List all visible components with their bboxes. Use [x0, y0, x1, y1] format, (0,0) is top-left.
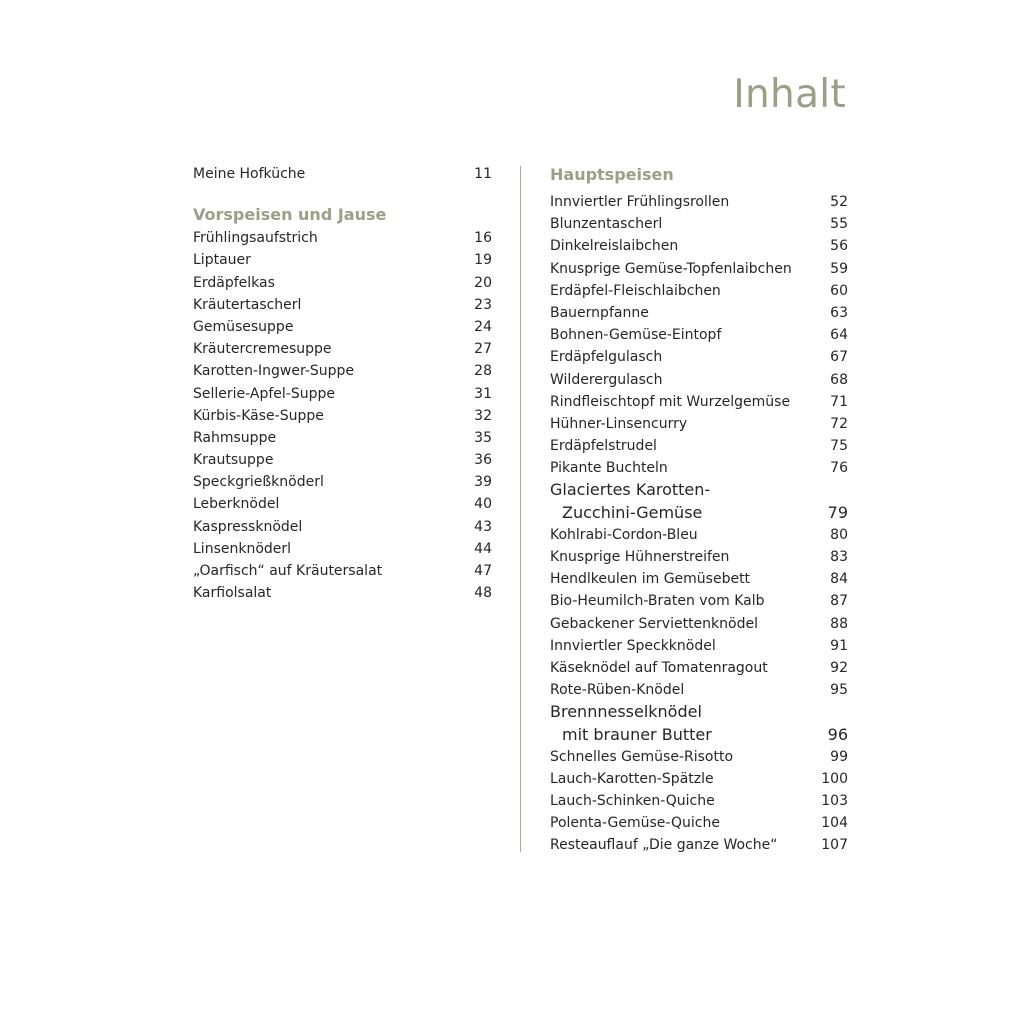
toc-entry-page: 19 — [474, 252, 492, 269]
toc-entry-label: Glaciertes Karotten- — [550, 480, 711, 500]
toc-entry-page: 87 — [830, 593, 848, 610]
toc-entry-page: 28 — [474, 363, 492, 380]
toc-entry[interactable] — [193, 516, 492, 538]
toc-entry-intro[interactable] — [193, 163, 492, 185]
toc-entry-page: 96 — [827, 724, 848, 744]
toc-list-vorspeisen — [193, 227, 492, 604]
toc-entry[interactable] — [193, 272, 492, 294]
toc-entry[interactable] — [550, 479, 848, 523]
toc-entry[interactable] — [550, 235, 848, 257]
toc-entry-label: Sellerie-Apfel-Suppe — [193, 385, 335, 402]
toc-entry[interactable] — [550, 701, 848, 745]
toc-entry[interactable] — [550, 568, 848, 590]
toc-entry-label-continued: Zucchini-Gemüse — [562, 502, 703, 522]
toc-entry[interactable] — [550, 457, 848, 479]
toc-entry[interactable] — [550, 369, 848, 391]
toc-entry[interactable] — [550, 435, 848, 457]
toc-entry[interactable] — [193, 449, 492, 471]
toc-entry-label: Hühner-Linsencurry — [550, 415, 688, 432]
toc-entry-label: Kürbis-Käse-Suppe — [193, 407, 324, 424]
toc-entry[interactable] — [550, 746, 848, 768]
toc-entry-page: 47 — [474, 563, 492, 579]
toc-entry[interactable] — [193, 316, 492, 338]
toc-entry[interactable] — [550, 346, 848, 368]
column-divider — [520, 166, 521, 852]
toc-entry-label: Erdäpfelgulasch — [550, 349, 663, 366]
section-heading-vorspeisen: Vorspeisen und Jause — [193, 205, 387, 225]
toc-entry-page: 107 — [821, 837, 848, 854]
toc-entry-label: Wilderergulasch — [550, 371, 663, 388]
toc-entry-page: 76 — [830, 460, 848, 477]
toc-entry-label: Bohnen-Gemüse-Eintopf — [550, 327, 722, 344]
toc-entry-label: Meine Hofküche — [193, 166, 306, 182]
toc-entry-label: Lauch-Karotten-Spätzle — [550, 770, 714, 787]
toc-entry-page: 32 — [474, 407, 492, 424]
toc-entry[interactable] — [193, 560, 492, 582]
toc-entry-label: Resteauflauf „Die ganze Woche“ — [550, 837, 778, 854]
toc-entry-page: 24 — [474, 318, 492, 335]
toc-entry-page: 59 — [830, 260, 848, 277]
toc-entry[interactable] — [550, 590, 848, 612]
toc-entry[interactable] — [193, 493, 492, 515]
toc-entry-page: 44 — [474, 540, 492, 557]
toc-entry-label: Bauernpfanne — [550, 304, 649, 321]
toc-entry-label: Erdäpfelkas — [193, 274, 275, 291]
toc-entry-label: Bio-Heumilch-Braten vom Kalb — [550, 593, 765, 610]
toc-entry[interactable] — [550, 546, 848, 568]
toc-entry-label: Karotten-Ingwer-Suppe — [193, 363, 355, 380]
toc-entry-page: 11 — [474, 166, 492, 182]
toc-entry-page: 20 — [474, 274, 492, 291]
toc-entry-page: 88 — [830, 615, 848, 632]
toc-entry[interactable] — [550, 613, 848, 635]
toc-entry[interactable] — [193, 360, 492, 382]
toc-entry[interactable] — [550, 834, 848, 856]
toc-entry-page: 67 — [830, 349, 848, 366]
toc-entry[interactable] — [550, 213, 848, 235]
toc-entry-label: Karfiolsalat — [193, 585, 272, 602]
toc-entry[interactable] — [550, 391, 848, 413]
toc-entry-page: 103 — [821, 793, 848, 810]
toc-entry-label: Rahmsuppe — [193, 429, 277, 446]
toc-entry[interactable] — [550, 324, 848, 346]
toc-entry-continuation — [550, 502, 848, 524]
toc-list-hauptspeisen — [550, 191, 848, 857]
toc-entry[interactable] — [550, 524, 848, 546]
toc-entry-label: Pikante Buchteln — [550, 460, 668, 477]
toc-entry-page: 64 — [830, 327, 848, 344]
toc-entry[interactable] — [550, 812, 848, 834]
toc-entry-label: Leberknödel — [193, 496, 280, 513]
toc-entry[interactable] — [193, 227, 492, 249]
toc-entry[interactable] — [193, 405, 492, 427]
toc-entry-label: Kräutercremesuppe — [193, 341, 332, 358]
toc-entry[interactable] — [550, 258, 848, 280]
toc-entry[interactable] — [193, 427, 492, 449]
toc-entry[interactable] — [193, 338, 492, 360]
toc-entry-page: 27 — [474, 341, 492, 358]
toc-entry-label: Rote-Rüben-Knödel — [550, 682, 685, 699]
toc-entry-label: Brennnesselknödel — [550, 702, 702, 722]
toc-entry-page: 48 — [474, 585, 492, 602]
toc-entry-page: 80 — [830, 526, 848, 543]
toc-entry[interactable] — [193, 383, 492, 405]
toc-entry-page: 23 — [474, 296, 492, 313]
toc-entry[interactable] — [550, 768, 848, 790]
toc-entry-page: 39 — [474, 474, 492, 491]
toc-entry-page: 79 — [827, 502, 848, 522]
toc-entry-label: Kohlrabi-Cordon-Bleu — [550, 526, 698, 543]
toc-entry-page: 75 — [830, 438, 848, 455]
toc-entry[interactable] — [550, 191, 848, 213]
toc-entry-label: Kräutertascherl — [193, 296, 302, 313]
toc-entry[interactable] — [550, 302, 848, 324]
toc-entry-page: 100 — [821, 770, 848, 787]
toc-entry-page: 16 — [474, 230, 492, 247]
toc-entry-label: Innviertler Speckknödel — [550, 637, 716, 654]
toc-entry-label: Käseknödel auf Tomatenragout — [550, 659, 768, 676]
toc-entry-page: 84 — [830, 571, 848, 588]
toc-entry-label: Hendlkeulen im Gemüsebett — [550, 571, 751, 588]
toc-entry-page: 83 — [830, 549, 848, 566]
toc-entry-page: 31 — [474, 385, 492, 402]
toc-entry-label: Krautsuppe — [193, 452, 274, 469]
toc-entry-label: Kaspressknödel — [193, 518, 303, 535]
toc-entry-label: Rindfleischtopf mit Wurzelgemüse — [550, 393, 791, 410]
toc-entry-label: Linsenknöderl — [193, 540, 292, 557]
toc-entry[interactable] — [550, 280, 848, 302]
toc-entry-label: Blunzentascherl — [550, 216, 663, 233]
toc-entry-page: 60 — [830, 282, 848, 299]
toc-entry[interactable] — [550, 790, 848, 812]
toc-column-right — [550, 163, 848, 857]
toc-entry[interactable] — [193, 294, 492, 316]
toc-entry-label: Dinkelreislaibchen — [550, 238, 679, 255]
toc-entry-page: 63 — [830, 304, 848, 321]
toc-entry-label-continued: mit brauner Butter — [562, 724, 712, 744]
toc-entry-page: 95 — [830, 682, 848, 699]
toc-entry-page: 36 — [474, 452, 492, 469]
toc-entry[interactable] — [193, 582, 492, 604]
toc-entry-label: Liptauer — [193, 252, 251, 269]
toc-entry-label: „Oarfisch“ auf Kräutersalat — [193, 563, 383, 579]
toc-entry[interactable] — [550, 413, 848, 435]
toc-entry-page: 92 — [830, 659, 848, 676]
toc-entry-label: Erdäpfel-Fleischlaibchen — [550, 282, 721, 299]
toc-entry-label: Gebackener Serviettenknödel — [550, 615, 758, 632]
toc-entry[interactable] — [550, 657, 848, 679]
toc-entry[interactable] — [193, 249, 492, 271]
toc-entry-label: Knusprige Gemüse-Topfenlaibchen — [550, 260, 792, 277]
section-heading-hauptspeisen: Hauptspeisen — [550, 165, 674, 184]
toc-entry-label: Innviertler Frühlingsrollen — [550, 194, 730, 210]
toc-entry-page: 40 — [474, 496, 492, 513]
toc-entry-page: 68 — [830, 371, 848, 388]
toc-entry-page: 56 — [830, 238, 848, 255]
toc-column-left — [193, 163, 492, 604]
toc-entry-continuation — [550, 724, 848, 746]
toc-entry-label: Speckgrießknöderl — [193, 474, 324, 491]
toc-entry-label: Erdäpfelstrudel — [550, 438, 657, 455]
toc-entry-page: 99 — [830, 748, 848, 765]
toc-entry-page: 55 — [830, 216, 848, 233]
toc-entry[interactable] — [193, 471, 492, 493]
toc-entry-label: Polenta-Gemüse-Quiche — [550, 815, 720, 832]
toc-entry-page: 71 — [830, 393, 848, 410]
toc-entry-label: Schnelles Gemüse-Risotto — [550, 748, 734, 765]
toc-entry-label: Lauch-Schinken-Quiche — [550, 793, 715, 810]
toc-entry[interactable] — [193, 538, 492, 560]
toc-entry-page: 72 — [830, 415, 848, 432]
toc-entry-label: Frühlingsaufstrich — [193, 230, 318, 247]
toc-entry-label: Knusprige Hühnerstreifen — [550, 549, 730, 566]
toc-entry-page: 91 — [830, 637, 848, 654]
toc-entry[interactable] — [550, 679, 848, 701]
toc-entry-page: 52 — [830, 194, 848, 210]
toc-entry[interactable] — [550, 635, 848, 657]
toc-entry-page: 43 — [474, 518, 492, 535]
toc-entry-page: 35 — [474, 429, 492, 446]
toc-entry-label: Gemüsesuppe — [193, 318, 294, 335]
toc-entry-page: 104 — [821, 815, 848, 832]
page-title: Inhalt — [733, 72, 846, 117]
